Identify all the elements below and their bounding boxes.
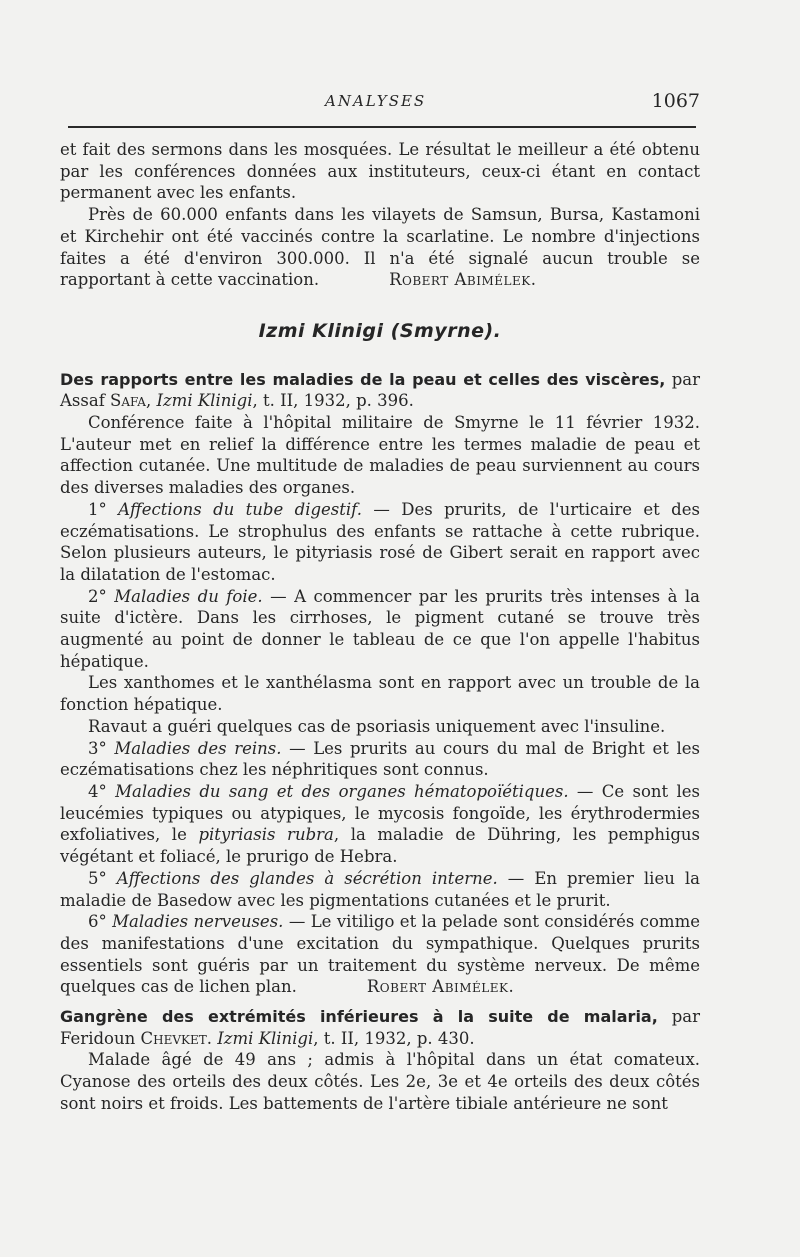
article-by: par Assaf [60,369,700,411]
journal-sep: . [206,1028,218,1048]
subsection-liver [60,586,700,673]
body-text [60,139,700,1115]
subsection-kidneys [60,738,700,781]
article-title: Des rapports entre les maladies de la peau et celles des viscères, [60,369,666,389]
article-author: Chevket [140,1028,207,1048]
subsection-heading: Affections des glandes à sécrétion interne. [116,868,498,888]
subsection-number: 1° [88,499,119,519]
article-reference: , t. II, 1932, p. 430. [313,1028,475,1048]
subsection-number: 4° [88,781,116,801]
article-paragraph: Malade âgé de 49 ans ; admis à l'hôpital dans un état comateux. Cyanose des orteils des deux côtés. Les 2e, 3e et 4e orteils des deux côtés sont noirs et froids. Les battements de l'artère tibiale antérieure ne sont [60,1050,700,1113]
intro-paragraph: et fait des sermons dans les mosquées. Le résultat le meilleur a été obtenu par les conférences données aux instituteurs, ceux-ci étant en contact permanent avec les enfants. [60,140,700,203]
subsection-heading: Maladies des reins. [114,738,282,758]
subsection-text: , la maladie de Dühring, les pemphigus végétant et foliacé, le prurigo de Hebra. [60,825,700,867]
article-paragraph: Conférence faite à l'hôpital militaire de Smyrne le 11 février 1932. L'auteur met en relief la différence entre les termes maladie de peau et affection cutanée. Une multitude de maladies de peau surviennent au cours des diverses maladies des organes. [60,413,700,498]
article-paragraph-ravaut: Ravaut a guéri quelques cas de psoriasis uniquement avec l'insuline. [88,716,666,736]
subsection-heading: Maladies du sang et des organes hématopoïétiques. [115,781,569,801]
subsection-text: — Les prurits au cours du mal de Bright et les eczématisations chez les néphritiques sont connus. [60,738,700,780]
subsection-number: 6° [88,912,113,932]
section-heading: Izmi Klinigi (Smyrne). [258,319,502,342]
subsection-text: — Des prurits, de l'urticaire et des eczématisations. Le strophulus des enfants se rattache à cette rubrique. Selon plusieurs auteurs, le pityriasis rosé de Gibert serait en rapport avec la dilatation de l'estomac. [60,499,700,584]
subsection-nervous [60,911,700,998]
page-number: 1067 [651,90,700,112]
running-title: ANALYSES [325,92,427,110]
subsection-text: — Ce sont les leucémies typiques ou atypiques, le mycosis fongoïde, les érythrodermies exfoliatives, le [60,781,701,845]
header-rule [68,126,696,128]
article-header [60,369,700,412]
subsection-heading: Maladies du foie. [114,586,263,606]
subsection-text: — A commencer par les prurits très intenses à la suite d'ictère. Dans les cirrhoses, le pigment cutané se trouve très augmenté au point de donner le tableau de ce que l'on appelle l'habitus hépatique. [60,586,700,671]
pityriasis-term: pityriasis rubra [198,825,334,845]
running-head [60,92,700,118]
subsection-digestive [60,499,700,586]
article-header [60,1006,700,1049]
intro-paragraph-vaccination [60,204,700,291]
subsection-glands [60,868,700,911]
journal-sep: , [145,391,157,411]
article-reference: , t. II, 1932, p. 396. [252,391,414,411]
subsection-number: 2° [88,586,115,606]
article-by: par Feridoun [60,1007,700,1048]
article-title: Gangrène des extrémités inférieures à la suite de malaria, [60,1007,658,1027]
subsection-number: 5° [88,868,117,888]
article-paragraph-xanthomes: Les xanthomes et le xanthélasma sont en rapport avec un trouble de la fonction hépatique. [60,673,700,715]
journal-name: Izmi Klinigi [156,391,253,411]
intro-vaccination-text: Près de 60.000 enfants dans les vilayets de Samsun, Bursa, Kastamoni et Kirchehir ont été vaccinés contre la scarlatine. Le nombre d'injections faites a été d'environ 300.000. Il n'a été signalé aucun trouble se rapportant à cette vaccination. [60,205,700,290]
signature: Robert Abimélek. [366,977,515,997]
subsection-text: — Le vitiligo et la pelade sont considérés comme des manifestations d'une excitation du sympathique. Quelques prurits essentiels sont guéris par un traitement du système nerveux. De même quelques cas de lichen plan. [60,912,700,997]
subsection-text: — En premier lieu la maladie de Basedow avec les pigmentations cutanées et le prurit. [60,868,700,910]
subsection-number: 3° [88,738,115,758]
subsection-blood [60,781,700,868]
subsection-heading: Affections du tube digestif. [118,499,362,519]
article-separator [60,998,700,1006]
subsection-heading: Maladies nerveuses. [112,912,284,932]
journal-name: Izmi Klinigi [217,1028,314,1048]
article-author: Safa [110,391,146,411]
signature: Robert Abimélek. [389,270,537,290]
